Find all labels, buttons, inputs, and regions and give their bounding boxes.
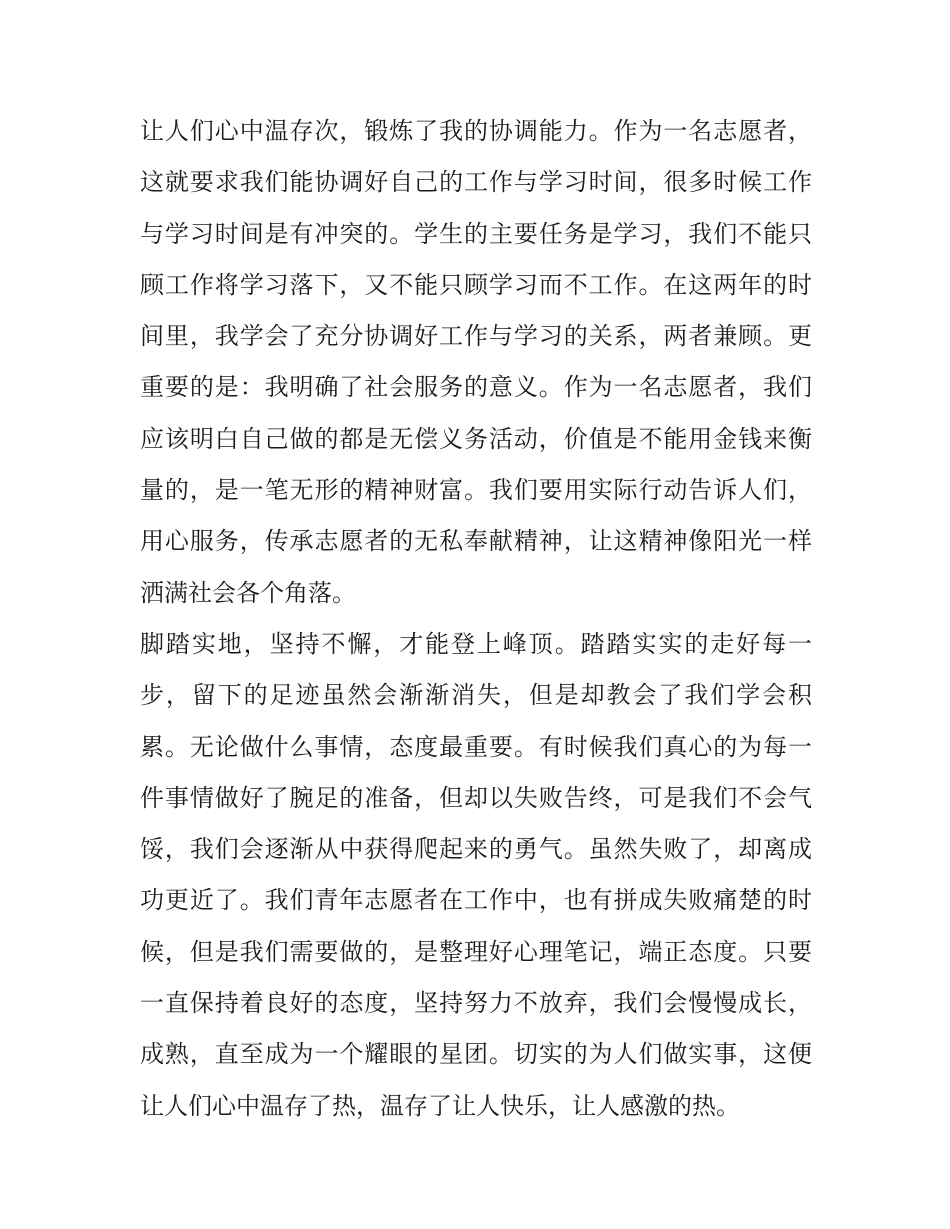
text-line: 一直保持着良好的态度，坚持努力不放弃，我们会慢慢成长， (140, 989, 812, 1018)
text-line: 间里，我学会了充分协调好工作与学习的关系，两者兼顾。更 (140, 322, 812, 351)
text-line: 洒满社会各个角落。 (140, 578, 356, 607)
text-line: 累。无论做什么事情，态度最重要。有时候我们真心的为每一 (140, 732, 812, 761)
text-line: 这就要求我们能协调好自己的工作与学习时间，很多时候工作 (140, 168, 812, 197)
text-line: 馁，我们会逐渐从中获得爬起来的勇气。虽然失败了，却离成 (140, 835, 812, 864)
text-line: 让人们心中温存次，锻炼了我的协调能力。作为一名志愿者， (140, 117, 812, 145)
text-line: 顾工作将学习落下，又不能只顾学习而不工作。在这两年的时 (140, 270, 812, 299)
text-line: 与学习时间是有冲突的。学生的主要任务是学习，我们不能只 (140, 219, 812, 248)
paragraph-volunteer-service (140, 106, 812, 619)
paragraph-perseverance (140, 619, 812, 1132)
text-line: 用心服务，传承志愿者的无私奉献精神，让这精神像阳光一样 (140, 527, 812, 556)
text-line: 让人们心中温存了热，温存了让人快乐，让人感激的热。 (140, 1091, 740, 1120)
text-line: 步，留下的足迹虽然会渐渐消失，但是却教会了我们学会积 (140, 681, 812, 710)
body-text (140, 106, 812, 1132)
text-line: 件事情做好了腕足的准备，但却以失败告终，可是我们不会气 (140, 783, 812, 812)
text-line: 脚踏实地，坚持不懈，才能登上峰顶。踏踏实实的走好每一 (140, 629, 812, 658)
text-line: 候，但是我们需要做的，是整理好心理笔记，端正态度。只要 (140, 937, 812, 966)
text-line: 应该明白自己做的都是无偿义务活动，价值是不能用金钱来衡 (140, 424, 812, 453)
text-line: 成熟，直至成为一个耀眼的星团。切实的为人们做实事，这便 (140, 1040, 812, 1069)
text-line: 功更近了。我们青年志愿者在工作中，也有拼成失败痛楚的时 (140, 886, 812, 915)
text-line: 重要的是：我明确了社会服务的意义。作为一名志愿者，我们 (140, 373, 812, 402)
text-line: 量的，是一笔无形的精神财富。我们要用实际行动告诉人们， (140, 476, 812, 505)
